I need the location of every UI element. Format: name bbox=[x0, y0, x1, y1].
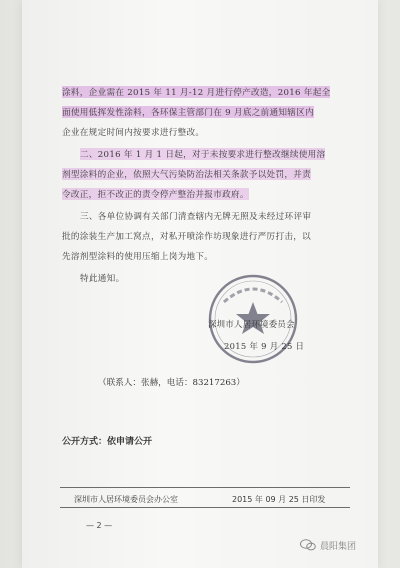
doc-line-7: 三、各单位协调有关部门清查辖内无牌无照及未经过环评审 bbox=[80, 212, 312, 222]
doc-line-1: 涂料，企业需在 2015 年 11 月-12 月进行停产改造，2016 年起全 bbox=[62, 88, 331, 98]
signature-organization: 深圳市人居环境委员会 bbox=[208, 319, 295, 329]
page-number: — 2 — bbox=[86, 521, 113, 530]
footer-issue-date: 2015 年 09 月 25 日印发 bbox=[232, 495, 326, 504]
doc-line-9: 先溶剂型涂料的使用压缩上岗为地下。 bbox=[62, 252, 214, 262]
footer-rule-bottom bbox=[60, 507, 350, 508]
signature-date: 2015 年 9 月 25 日 bbox=[224, 341, 305, 351]
doc-line-5: 剂型涂料的企业，依照大气污染防治法相关条款予以处罚，并责 bbox=[62, 170, 312, 180]
contact-info: （联系人：张赫，电话：83217263） bbox=[98, 378, 245, 388]
doc-line-10: 特此通知。 bbox=[80, 274, 125, 284]
watermark bbox=[300, 536, 356, 554]
wechat-icon bbox=[300, 539, 316, 551]
doc-line-3: 企业在规定时间内按要求进行整改。 bbox=[62, 128, 205, 138]
doc-line-8: 批的涂装生产加工窝点，对私开喷涂作坊现象进行严厉打击，以 bbox=[62, 232, 312, 242]
doc-line-6: 令改正，拒不改正的责令停产整治并报市政府。 bbox=[62, 190, 249, 200]
footer-organization: 深圳市人居环境委员会办公室 bbox=[74, 495, 178, 504]
disclosure-method: 公开方式：依申请公开 bbox=[62, 437, 153, 447]
doc-line-4: 二、2016 年 1 月 1 日起，对于未按要求进行整改继续使用溶 bbox=[80, 150, 326, 160]
footer-rule-top bbox=[60, 487, 350, 488]
watermark-text: 晨阳集团 bbox=[320, 541, 357, 552]
doc-line-2: 面使用低挥发性涂料，各环保主管部门在 9 月底之前通知辖区内 bbox=[62, 108, 314, 118]
